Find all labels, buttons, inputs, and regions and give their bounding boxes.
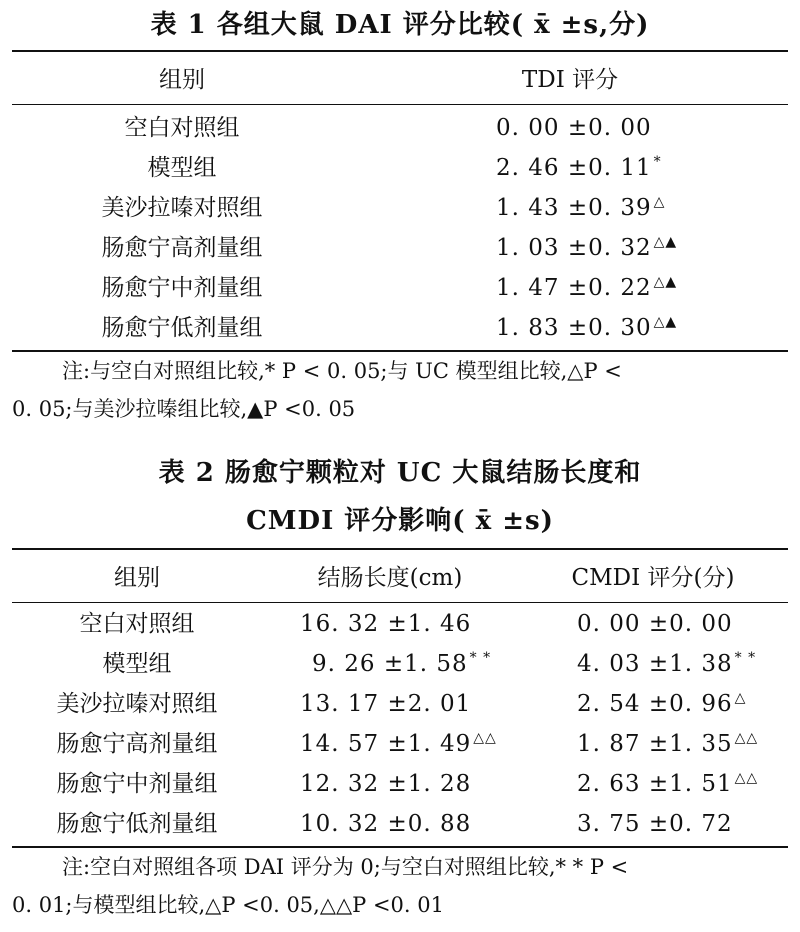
table1-score-value: 1. 47 ±0. 22 <box>496 275 652 301</box>
table2-cell-group: 模型组 <box>102 651 172 677</box>
significance-mark: △△ <box>734 730 759 746</box>
significance-mark: △△ <box>473 730 497 746</box>
table2-cell-score <box>577 724 758 764</box>
table2-header-length: 结肠长度(cm) <box>317 565 463 591</box>
table1-cell-group: 肠愈宁高剂量组 <box>101 235 263 261</box>
table1-cell-score <box>496 308 677 348</box>
significance-mark: △▲ <box>653 234 678 250</box>
table2-cell-length <box>300 604 473 644</box>
table2-length-value: 16. 32 ±1. 46 <box>300 611 472 637</box>
table1-score-value: 0. 00 ±0. 00 <box>496 115 652 141</box>
table1-score-value: 1. 03 ±0. 32 <box>496 235 652 261</box>
table2-note-line1: 注:空白对照组各项 DAI 评分为 0;与空白对照组比较,* * P < <box>62 855 629 879</box>
table1-header-rule <box>12 104 788 105</box>
table1-score-value: 2. 46 ±0. 11 <box>496 155 652 181</box>
table-row <box>12 604 788 644</box>
table2-cell-score <box>577 764 758 804</box>
table2-score-value: 3. 75 ±0. 72 <box>577 811 733 837</box>
table2-cell-group: 肠愈宁低剂量组 <box>56 811 218 837</box>
table2-top-rule <box>12 548 788 550</box>
significance-mark: △▲ <box>653 274 678 290</box>
table1-top-rule <box>12 50 788 52</box>
table2-cell-score <box>577 644 756 684</box>
table2-cell-group: 美沙拉嗪对照组 <box>56 691 218 717</box>
table2-cell-length <box>300 684 473 724</box>
table1-cell-group: 模型组 <box>147 155 217 181</box>
table2-cell-score <box>577 604 735 644</box>
table2-header-row <box>12 558 788 598</box>
table2-header-score: CMDI 评分(分) <box>571 565 735 591</box>
table1-score-value: 1. 83 ±0. 30 <box>496 315 652 341</box>
table-row <box>12 148 788 188</box>
table2-length-value: 10. 32 ±0. 88 <box>300 811 472 837</box>
table2-cell-score <box>577 804 735 844</box>
table1-note-line2: 0. 05;与美沙拉嗪组比较,▲P <0. 05 <box>12 397 356 421</box>
table1-header-row <box>12 60 788 100</box>
table2-caption-line2: CMDI 评分影响( x̄ ±s) <box>246 506 554 536</box>
table2-length-value: 14. 57 ±1. 49 <box>300 731 472 757</box>
table2-cell-group: 空白对照组 <box>79 611 195 637</box>
significance-mark: * <box>653 154 662 170</box>
table-row <box>12 724 788 764</box>
table-row <box>12 804 788 844</box>
table1-cell-group: 肠愈宁低剂量组 <box>101 315 263 341</box>
table2-length-value: 9. 26 ±1. 58 <box>312 651 468 677</box>
significance-mark: * * <box>469 650 492 666</box>
table1-cell-score <box>496 228 677 268</box>
table-row <box>12 684 788 724</box>
table2-caption-line1: 表 2 肠愈宁颗粒对 UC 大鼠结肠长度和 <box>158 458 642 488</box>
table1-cell-score <box>496 108 654 148</box>
table2-score-value: 0. 00 ±0. 00 <box>577 611 733 637</box>
significance-mark: △▲ <box>653 314 678 330</box>
table-row <box>12 268 788 308</box>
table2-header-group: 组别 <box>114 565 160 591</box>
table2-header-rule <box>12 602 788 603</box>
table2-cell-length <box>300 764 473 804</box>
table1-header-score: TDI 评分 <box>521 67 619 93</box>
table1-score-value: 1. 43 ±0. 39 <box>496 195 652 221</box>
table1-cell-group: 美沙拉嗪对照组 <box>101 195 263 221</box>
table2-cell-length <box>312 644 491 684</box>
table1-cell-score <box>496 148 662 188</box>
table2-length-value: 12. 32 ±1. 28 <box>300 771 472 797</box>
table2-score-value: 1. 87 ±1. 35 <box>577 731 733 757</box>
table2-score-value: 2. 54 ±0. 96 <box>577 691 733 717</box>
significance-mark: △△ <box>734 770 759 786</box>
table-row <box>12 108 788 148</box>
table2-cell-score <box>577 684 746 724</box>
table-row <box>12 228 788 268</box>
table2-cell-group: 肠愈宁中剂量组 <box>56 771 218 797</box>
table2-score-value: 4. 03 ±1. 38 <box>577 651 733 677</box>
table-row <box>12 644 788 684</box>
significance-mark: △ <box>653 194 666 210</box>
table2-score-value: 2. 63 ±1. 51 <box>577 771 733 797</box>
significance-mark: △ <box>734 690 747 706</box>
table1-cell-score <box>496 268 677 308</box>
table1-cell-group: 肠愈宁中剂量组 <box>101 275 263 301</box>
table2-length-value: 13. 17 ±2. 01 <box>300 691 472 717</box>
table-row <box>12 188 788 228</box>
table2-cell-group: 肠愈宁高剂量组 <box>56 731 218 757</box>
table1-note-line1: 注:与空白对照组比较,* P < 0. 05;与 UC 模型组比较,△P < <box>62 359 622 383</box>
significance-mark: * * <box>734 650 757 666</box>
table1-header-group: 组别 <box>159 67 205 93</box>
table2-cell-length <box>300 804 473 844</box>
table2-note <box>12 848 788 924</box>
table-row <box>12 764 788 804</box>
table2-note-line2: 0. 01;与模型组比较,△P <0. 05,△△P <0. 01 <box>12 893 444 917</box>
table1-cell-score <box>496 188 665 228</box>
table1-cell-group: 空白对照组 <box>124 115 240 141</box>
table1-caption: 表 1 各组大鼠 DAI 评分比较( x̄ ±s,分) <box>150 10 650 40</box>
table1-note <box>12 352 788 428</box>
table2-cell-length <box>300 724 497 764</box>
table-row <box>12 308 788 348</box>
